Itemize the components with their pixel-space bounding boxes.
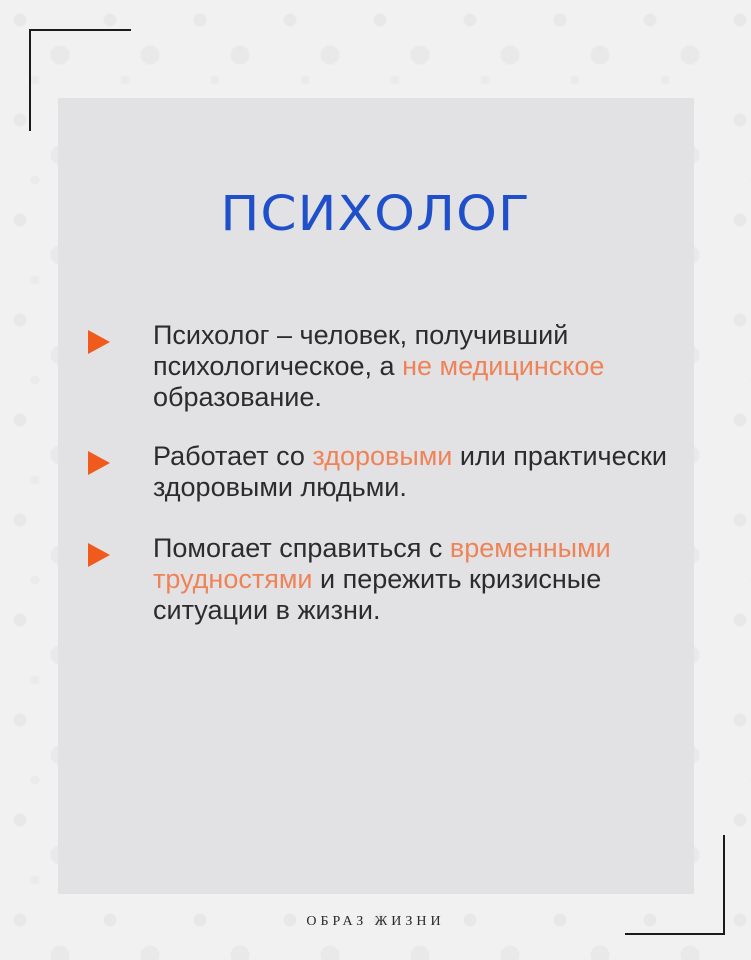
- footer-brand: ОБРАЗ ЖИЗНИ: [306, 914, 445, 929]
- bullet-text-part: или практически здоровыми людьми.: [153, 441, 668, 502]
- bullet-highlight: не медицинское: [402, 351, 605, 381]
- bullet-text: [153, 441, 673, 503]
- bullet-text-part: Работает со: [153, 441, 313, 471]
- bullet-text-part: и пережить кризисные ситуации в жизни.: [153, 564, 602, 625]
- play-triangle-icon: [88, 451, 110, 475]
- page-title: ПСИХОЛОГ: [220, 186, 531, 242]
- bullet-text-part: Психолог – человек, получивший психологическое, а: [153, 320, 569, 381]
- play-triangle-icon: [88, 330, 110, 354]
- bullet-text-part: Помогает справиться с: [153, 533, 450, 563]
- bullet-text: [153, 533, 673, 626]
- bullet-highlight: временными трудностями: [153, 533, 611, 594]
- bullet-highlight: здоровыми: [312, 441, 453, 471]
- bullet-text: [153, 320, 673, 413]
- bullet-text-part: образование.: [153, 382, 322, 412]
- play-triangle-icon: [88, 543, 110, 567]
